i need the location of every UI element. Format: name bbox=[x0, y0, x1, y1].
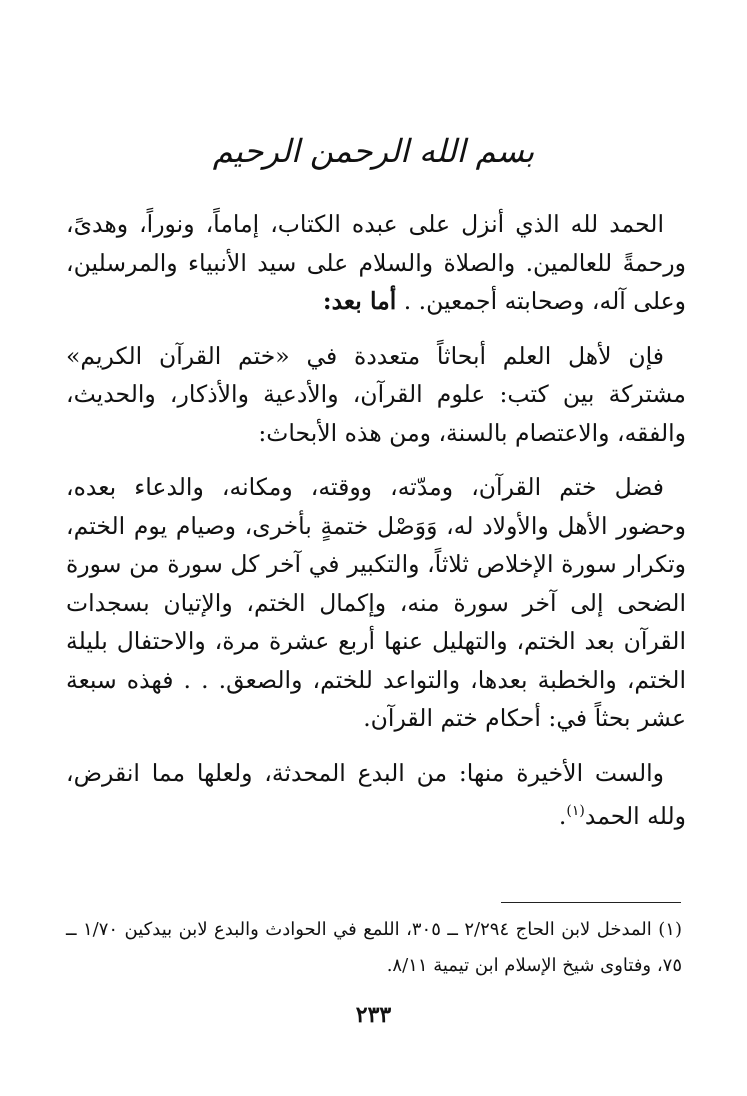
main-text bbox=[66, 205, 686, 851]
research-list-paragraph: فضل ختم القرآن، ومدّته، ووقته، ومكانه، والدعاء بعده، وحضور الأهل والأولاد له، وَوَصْل ختمةٍ بأخرى، وصيام يوم الختم، وتكرار سورة الإخلاص ثلاثاً، والتكبير في آخر كل سورة من سورة الضحى إلى آخر سورة منه، وإكمال الختم، والإتيان بسجدات القرآن بعد الختم، والتهليل عنها أربع عشرة مرة، والاحتفال بليلة الختم، والخطبة بعدها، والتواعد للختم، والصعق. . . فهذه سبعة عشر بحثاً في: أحكام ختم القرآن. bbox=[66, 473, 686, 732]
innovations-paragraph bbox=[66, 754, 686, 836]
footnote-reference: (١) bbox=[566, 803, 585, 819]
basmala-heading: بسم الله الرحمن الرحيم bbox=[212, 132, 535, 170]
footnote: (١) المدخل لابن الحاج ٢/٢٩٤ ــ ٣٠٥، اللمع في الحوادث والبدع لابن بيدكين ١/٧٠ ــ ٧٥، وفتاوى شيخ الإسلام ابن تيمية ٨/١١. bbox=[66, 919, 682, 976]
intro-text: الحمد لله الذي أنزل على عبده الكتاب، إماماً، ونوراً، وهدىً، ورحمةً للعالمين. والصلاة والسلام على سيد الأنبياء والمرسلين، وعلى آله، وصحابته أجمعين. . bbox=[66, 210, 686, 315]
intro-paragraph bbox=[66, 205, 686, 321]
innovations-end: . bbox=[558, 801, 567, 830]
research-intro-paragraph: فإن لأهل العلم أبحاثاً متعددة في «ختم القرآن الكريم» مشتركة بين كتب: علوم القرآن، والأدعية والأذكار، والحديث، والفقه، والاعتصام بالسنة، ومن هذه الأبحاث: bbox=[66, 341, 686, 447]
intro-closing: أما بعد: bbox=[322, 287, 397, 315]
page-number: ٢٣٣ bbox=[355, 1002, 392, 1028]
innovations-text: والست الأخيرة منها: من البدع المحدثة، ولعلها مما انقرض، ولله الحمد bbox=[66, 758, 686, 830]
footnote-divider bbox=[501, 902, 681, 903]
